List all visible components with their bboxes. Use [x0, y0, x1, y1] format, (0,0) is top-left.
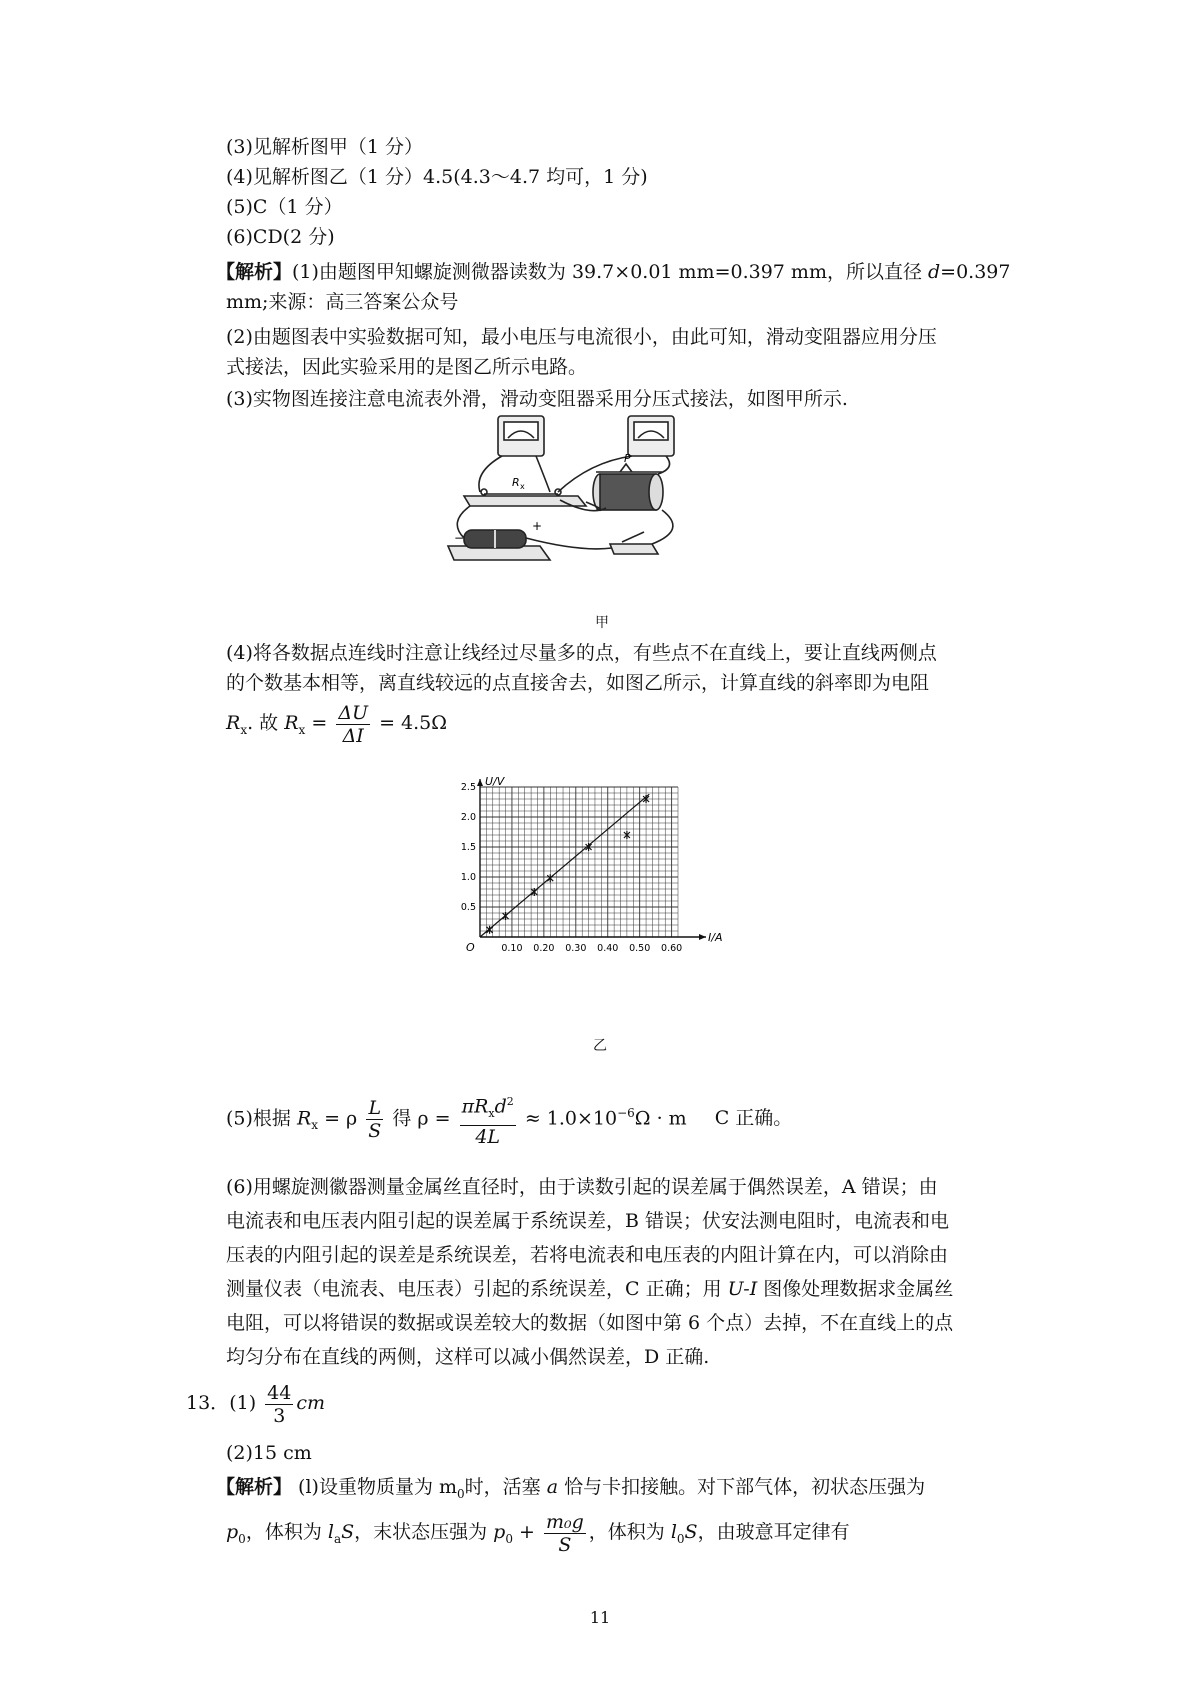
analysis-6-2: 电流表和电压表内阻引起的误差属于系统误差，B 错误；伏安法测电阻时，电流表和电 — [226, 1210, 950, 1232]
figure-yi-caption: 乙 — [593, 1038, 607, 1054]
y-tick-label: 1.0 — [460, 872, 476, 883]
label-minus: − — [454, 531, 465, 545]
figure-yi-chart — [450, 775, 730, 1045]
q13-analysis-2: $p_0$，体积为 $l_aS$，末状态压强为 $p_0$ + $\frac{\text{m₀g}}{S}$ ，体积为 $l_0S$，由玻意耳定律有 — [226, 1510, 850, 1556]
analysis-6-5: 电阻，可以将错误的数据或误差较大的数据（如图中第 6 个点）去掉，不在直线上的点 — [226, 1312, 954, 1334]
analysis-2a: (2)由题图表中实验数据可知，最小电压与电流很小，由此可知，滑动变阻器应用分压 — [226, 326, 937, 348]
analysis-4a: (4)将各数据点连线时注意让线经过尽量多的点，有些点不在直线上，要让直线两侧点 — [226, 642, 937, 664]
data-point — [547, 874, 553, 882]
data-point — [531, 888, 537, 896]
x-tick-label: 0.50 — [629, 943, 651, 954]
page-number: 11 — [589, 1608, 611, 1627]
analysis-4c: $R_x$. 故 $R_x$ = $\frac{\Delta U}{\Delta I}$ = 4.5Ω — [226, 701, 448, 747]
fraction-l-s: $\frac{L}{S}$ — [368, 1096, 382, 1142]
answer-3: (3)见解析图甲（1 分） — [226, 136, 424, 158]
label-p: P — [624, 452, 631, 465]
analysis-1: 【解析】(1)由题图甲知螺旋测微器读数为 39.7×0.01 mm=0.397 mm，所以直径 d=0.397 — [216, 261, 1011, 283]
chart-grid — [480, 787, 678, 937]
y-tick-label: 1.5 — [460, 842, 476, 853]
x-axis-label: I/A — [708, 931, 723, 944]
q13-analysis-1: 【解析】 (l)设重物质量为 $m_0$时，活塞 a 恰与卡扣接触。对下部气体，初状态压强为 — [216, 1476, 926, 1501]
y-tick-label: 0.5 — [460, 902, 476, 913]
label-rx-sub: x — [520, 482, 525, 491]
analysis-3: (3)实物图连接注意电流表外滑，滑动变阻器采用分压式接法，如图甲所示. — [226, 388, 848, 410]
y-axis-arrow — [477, 779, 483, 786]
x-tick-label: 0.20 — [533, 943, 555, 954]
data-point — [503, 912, 509, 920]
fraction-du-di: $\frac{\Delta U}{\Delta I}$ — [338, 701, 369, 747]
x-tick-label: 0.10 — [501, 943, 523, 954]
y-axis-label: U/V — [485, 775, 505, 788]
label-rx: R — [512, 476, 520, 489]
figure-jia-circuit — [440, 412, 760, 590]
chart-ticks — [461, 775, 723, 954]
answer-6: (6)CD(2 分) — [226, 226, 335, 248]
answer-5: (5)C（1 分） — [226, 196, 343, 218]
fraction-m0g-s: $\frac{\text{m₀g}}{S}$ — [545, 1510, 584, 1556]
x-axis-arrow — [699, 934, 706, 940]
analysis-6-6: 均匀分布在直线的两侧，这样可以减小偶然误差，D 正确. — [226, 1346, 710, 1368]
q13-number: 13． — [186, 1392, 230, 1414]
analysis-6-1: (6)用螺旋测徽器测量金属丝直径时，由于读数引起的误差属于偶然误差，A 错误；由 — [226, 1176, 938, 1198]
fraction-rho: $\frac{\pi R_xd^2}{4L}$ — [460, 1091, 516, 1148]
analysis-6-4: 测量仪表（电流表、电压表）引起的系统误差，C 正确；用 U-I 图像处理数据求金属丝 — [226, 1278, 954, 1300]
y-tick-label: 2.0 — [460, 812, 476, 823]
analysis-2b: 式接法，因此实验采用的是图乙所示电路。 — [226, 356, 588, 378]
fraction-44-3: $\frac{44}{3}$ — [267, 1381, 292, 1427]
answer-4: (4)见解析图乙（1 分）4.5(4.3～4.7 均可，1 分) — [226, 166, 648, 188]
analysis-4b: 的个数基本相等，离直线较远的点直接舍去，如图乙所示，计算直线的斜率即为电阻 — [226, 672, 930, 694]
figure-jia-caption: 甲 — [595, 615, 609, 631]
analysis-5: (5)根据 $R_x = \rho$ $\frac{L}{S}$ 得 ρ = $\frac{\pi R_xd^2}{4L}$ ≈ $1.0\times 10^{-6}\Omega \cdot m$ C 正确。 — [226, 1085, 1026, 1153]
x-tick-label: 0.30 — [565, 943, 587, 954]
q13-answer-2: (2)15 cm — [226, 1442, 312, 1464]
origin-label: O — [466, 941, 475, 954]
x-tick-label: 0.40 — [597, 943, 619, 954]
x-tick-label: 0.60 — [661, 943, 683, 954]
analysis-tag: 【解析】 — [216, 261, 293, 283]
analysis-6-3: 压表的内阻引起的误差是系统误差，若将电流表和电压表的内阻计算在内，可以消除由 — [226, 1244, 949, 1266]
y-tick-label: 2.5 — [460, 782, 476, 793]
q13-answer-1: 13．(1) $\frac{44}{3}$ cm — [186, 1381, 326, 1427]
data-point — [487, 926, 493, 934]
analysis-1-cont: mm;来源：高三答案公众号 — [226, 291, 459, 313]
label-plus: + — [532, 519, 543, 533]
